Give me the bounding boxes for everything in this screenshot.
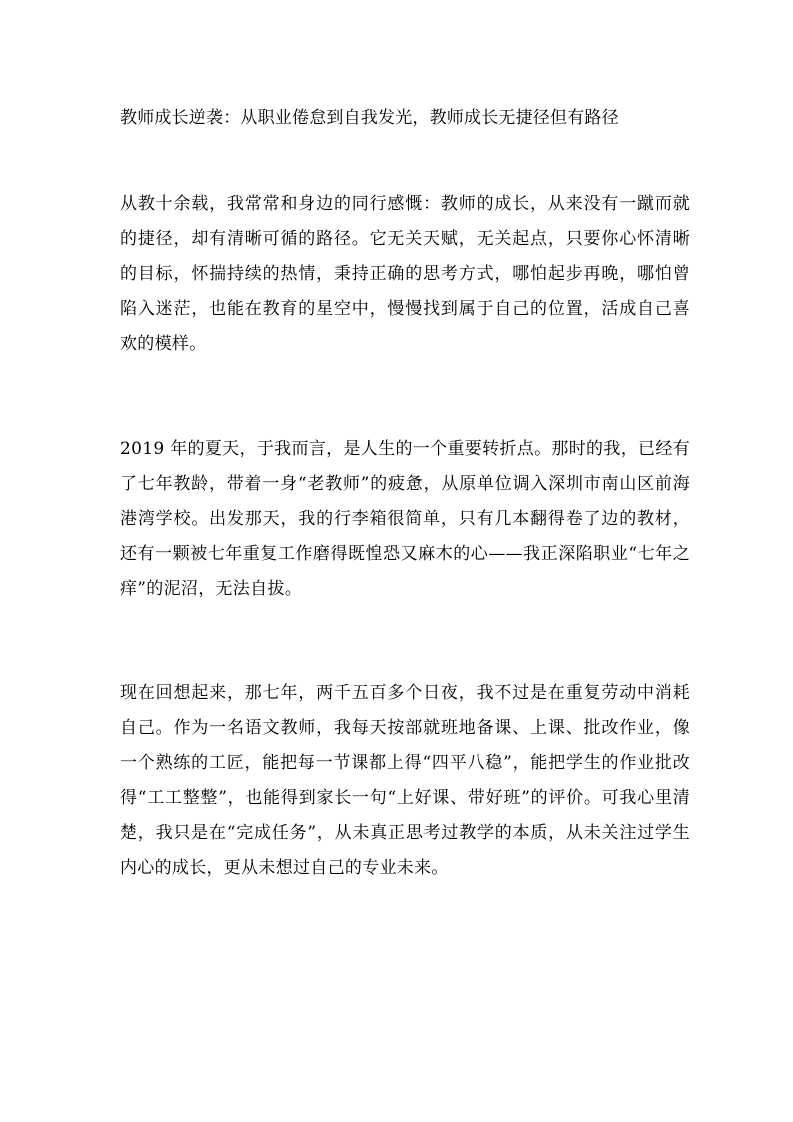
paragraph-2: 2019 年的夏天，于我而言，是人生的一个重要转折点。那时的我，已经有了七年教龄，带着一身“老教师”的疲惫，从原单位调入深圳市南山区前海港湾学校。出发那天，我的行李箱很简单，只有几本翻得卷了边的教材，还有一颗被七年重复工作磨得既惶恐又麻木的心——我正深陷职业“七年之痒”的泥沼，无法自拔。 (120, 439, 690, 599)
document-title: 教师成长逆袭：从职业倦怠到自我发光，教师成长无捷径但有路径 (120, 108, 619, 128)
paragraph-1: 从教十余载，我常常和身边的同行感慨：教师的成长，从来没有一蹴而就的捷径，却有清晰可循的路径。它无关天赋，无关起点，只要你心怀清晰的目标，怀揣持续的热情，秉持正确的思考方式，哪怕起步再晚，哪怕曾陷入迷茫，也能在教育的星空中，慢慢找到属于自己的位置，活成自己喜欢的模样。 (120, 194, 690, 354)
paragraph-3: 现在回想起来，那七年，两千五百多个日夜，我不过是在重复劳动中消耗自己。作为一名语文教师，我每天按部就班地备课、上课、批改作业，像一个熟练的工匠，能把每一节课都上得“四平八稳”，能把学生的作业批改得“工工整整”，也能得到家长一句“上好课、带好班”的评价。可我心里清楚，我只是在“完成任务”，从未真正思考过教学的本质，从未关注过学生内心的成长，更从未想过自己的专业未来。 (120, 683, 690, 878)
